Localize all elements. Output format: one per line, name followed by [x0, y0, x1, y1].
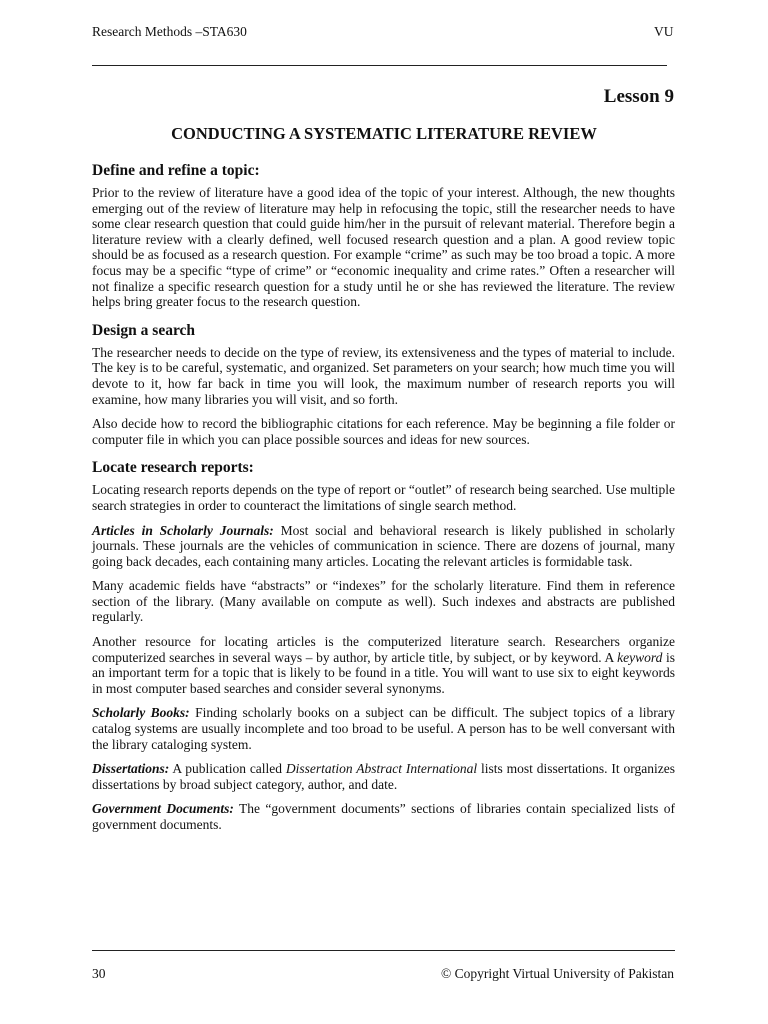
paragraph-define-topic: Prior to the review of literature have a good idea of the topic of your interest. Although, the new thoughts emerging out of the review of literature may help in refocusing the topic, still the researcher needs to have some clear research question that could guide him/her in the pursuit of relevant material. Therefore begin a literature review with a clearly defined, well focused research question and a plan. A good review topic should be as focused as a research question. For example “crime” as such may be too broad a topic. A more focus may be a specific “type of crime” or “economic inequality and crime rates.” Often a researcher will not finalize a specific research question for a study until he or she has reviewed the literature. The review helps bring greater focus to the research question. — [92, 185, 675, 310]
text-journals: Most social and behavioral research is likely published in scholarly journals. These journals are the vehicles of communication in science. There are dozens of journal, many going back decades, each containing many articles. Locating the relevant articles is formidable task. — [92, 522, 675, 569]
heading-locate-reports: Locate research reports: — [92, 459, 254, 477]
paragraph-computer-search — [92, 634, 675, 696]
paragraph-abstracts: Many academic fields have “abstracts” or “indexes” for the scholarly literature. Find them in reference section of the library. (Many available on compute as well). Such indexes and abstracts are published regularly. — [92, 578, 675, 625]
term-keyword: keyword — [617, 649, 663, 665]
text-computer-search-b: is an important term for a topic that is likely to be found in a title. You will want to use six to eight keywords in most computer based searches and consider several synonyms. — [92, 649, 675, 696]
page-title: CONDUCTING A SYSTEMATIC LITERATURE REVIEW — [171, 124, 597, 143]
header-rule — [92, 65, 667, 66]
paragraph-dissertations — [92, 761, 675, 792]
paragraph-government-documents — [92, 801, 675, 832]
text-books: Finding scholarly books on a subject can be difficult. The subject topics of a library catalog systems are usually incomplete and too broad to be useful. A person has to be well conversant with the library cataloging system. — [92, 705, 675, 752]
text-dissertations-b: lists most dissertations. It organizes dissertations by broad subject category, author, and date. — [92, 761, 675, 792]
paragraph-design-search-1: The researcher needs to decide on the type of review, its extensiveness and the types of material to include. The key is to be careful, systematic, and organized. Set parameters on your search; how much time you will devote to it, how far back in time you will look, the maximum number of research reports you will examine, how many libraries you will visit, and so forth. — [92, 344, 675, 407]
header-course: Research Methods –STA630 — [92, 24, 247, 39]
label-government: Government Documents: — [92, 801, 234, 817]
label-books: Scholarly Books: — [92, 705, 190, 721]
heading-define-topic: Define and refine a topic: — [92, 162, 260, 179]
header-institution: VU — [654, 24, 674, 39]
text-dissertations-a: A publication called — [169, 761, 286, 777]
page-number: 30 — [92, 966, 106, 981]
paragraph-design-search-2: Also decide how to record the bibliographic citations for each reference. May be beginning a file folder or computer file in which you can place possible sources and ideas for new sources. — [92, 416, 675, 447]
paragraph-journals — [92, 523, 675, 570]
document-body — [92, 162, 675, 833]
text-computer-search-a: Another resource for locating articles is the computerized literature search. Researchers organize computerized searches in several ways – by author, by article title, by subject, or by keyword. A — [92, 634, 675, 665]
title-dissertation-abstract: Dissertation Abstract International — [285, 761, 478, 777]
paragraph-books — [92, 705, 675, 752]
footer-copyright: © Copyright Virtual University of Pakistan — [440, 966, 674, 981]
heading-design-search: Design a search — [92, 321, 196, 339]
paragraph-locate-intro: Locating research reports depends on the type of report or “outlet” of research being searched. Use multiple search strategies in order to counteract the limitations of single search method. — [92, 482, 675, 513]
label-dissertations: Dissertations: — [92, 761, 170, 777]
lesson-number: Lesson 9 — [603, 86, 674, 107]
text-government: The “government documents” sections of libraries contain specialized lists of government documents. — [92, 801, 675, 832]
footer-rule — [92, 950, 675, 951]
label-journals: Articles in Scholarly Journals: — [92, 522, 274, 538]
